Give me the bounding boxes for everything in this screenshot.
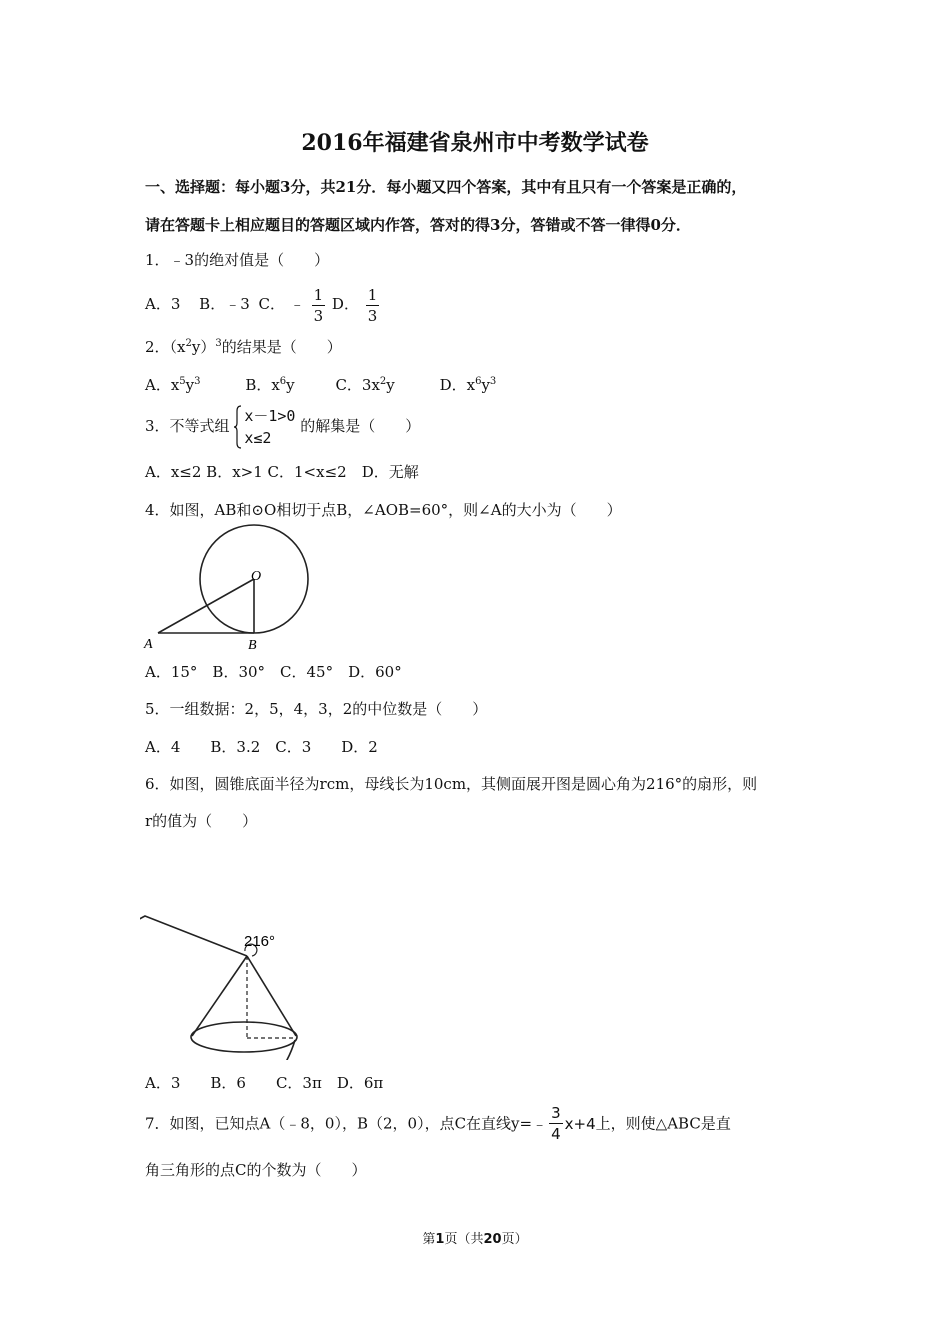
q4-label-a: A	[144, 637, 153, 652]
q1-option-a: A．3	[145, 295, 181, 313]
q2-a-mid: y	[185, 376, 195, 394]
q5-options: A．4 B．3.2 C．3 D．2	[145, 738, 378, 756]
q1-option-c-label: C．	[258, 295, 286, 313]
q6-stem-line2: r的值为（ ）	[145, 812, 258, 830]
q2-d-e2: 3	[489, 376, 497, 387]
q2-option-a	[145, 376, 201, 394]
q2-a-e1: 5	[179, 376, 186, 387]
q2-stem-exp1: 2	[185, 338, 192, 349]
q4-segment-ao	[158, 579, 254, 633]
q2-b-pre: B．x	[245, 376, 280, 394]
q6-stem-line1: 6．如图，圆锥底面半径为rcm，母线长为10cm，其侧面展开图是圆心角为216°的扇形，则	[145, 775, 758, 793]
q1-c-numerator: 1	[313, 285, 324, 304]
q1-option-c-fraction	[312, 285, 326, 326]
q2-a-pre: A．x	[145, 376, 180, 394]
q4-stem: 4．如图，AB和⊙O相切于点B，∠AOB=60°，则∠A的大小为（ ）	[145, 501, 622, 519]
page-footer	[0, 1228, 950, 1247]
q7-eq-numerator: 3	[551, 1104, 561, 1122]
q1-option-d-label: D．	[331, 295, 359, 313]
q3-inequality-1: x－1>0	[244, 407, 296, 425]
q2-stem-mid: y）	[191, 338, 216, 356]
q3-inequality-system	[234, 405, 295, 449]
left-brace-icon	[234, 405, 242, 449]
q2-stem-exp2: 3	[215, 338, 222, 349]
q1-d-denominator: 3	[367, 306, 378, 325]
q3-stem	[145, 403, 420, 449]
q4-options: A．15° B．30° C．45° D．60°	[145, 663, 402, 681]
section-instruction-line2: 请在答题卡上相应题目的答题区域内作答，答对的得3分，答错或不答一律得0分．	[145, 216, 691, 234]
footer-pre: 第	[422, 1232, 436, 1247]
q1-d-numerator: 1	[367, 285, 378, 304]
q2-options	[145, 374, 496, 395]
q3-inequality-2: x≤2	[244, 429, 272, 447]
q3-stem-post: 的解集是（ ）	[300, 417, 421, 435]
q7-stem-pre: 7．如图，已知点A（﹣8，0），B（2，0），点C在直线y=	[145, 1114, 533, 1133]
q4-label-b: B	[248, 638, 257, 653]
q4-label-o: O	[251, 569, 262, 584]
q2-d-mid: y	[481, 376, 490, 394]
footer-total-pages: 20	[483, 1232, 502, 1247]
footer-post: 页）	[501, 1232, 528, 1247]
q7-eq-denominator: 4	[551, 1125, 561, 1143]
q3-options: A．x≤2 B．x>1 C．1<x≤2 D．无解	[145, 463, 419, 481]
q2-option-c	[335, 376, 394, 394]
q2-b-e1: 6	[279, 376, 287, 387]
q2-option-d	[440, 376, 497, 394]
q2-d-e1: 6	[475, 376, 482, 387]
q1-c-denominator: 3	[313, 306, 324, 325]
q1-option-b: B．﹣3	[199, 295, 250, 313]
q1-option-c-sign: ﹣	[289, 295, 305, 313]
q2-option-b	[245, 376, 294, 394]
q2-c-pre: C．3x	[335, 376, 380, 394]
q6-options: A．3 B．6 C．3π D．6π	[145, 1074, 384, 1092]
q7-stem-line2: 角三角形的点C的个数为（ ）	[145, 1161, 367, 1179]
q2-b-post: y	[286, 376, 295, 394]
q1-stem: 1．﹣3的绝对值是（ ）	[145, 251, 330, 269]
footer-mid: 页（共	[444, 1232, 484, 1247]
q1-options	[145, 283, 381, 326]
q5-stem: 5．一组数据：2，5，4，3，2的中位数是（ ）	[145, 700, 488, 718]
q4-figure-circle-tangent	[140, 524, 310, 654]
q2-a-e2: 3	[194, 376, 201, 387]
q2-c-e1: 2	[379, 376, 387, 387]
page-title: 2016年福建省泉州市中考数学试卷	[301, 130, 649, 156]
q2-d-pre: D．x	[439, 376, 476, 394]
q7-line-equation	[532, 1103, 596, 1144]
q2-stem-pre: 2．（x	[145, 338, 186, 356]
q1-option-d-fraction	[366, 285, 380, 326]
q3-stem-pre: 3．不等式组	[145, 417, 230, 435]
q2-stem-post: 的结果是（ ）	[221, 338, 342, 356]
q6-figure-cone-sector	[140, 838, 355, 1060]
footer-page-number: 1	[435, 1232, 445, 1247]
q2-stem	[145, 336, 342, 357]
q6-angle-label: 216°	[244, 933, 276, 950]
q7-stem	[145, 1103, 731, 1144]
q7-eq-post: x+4	[564, 1114, 596, 1133]
section-instruction-line1: 一、选择题：每小题3分，共21分．每小题又四个答案，其中有且只有一个答案是正确的，	[145, 178, 747, 196]
q6-cone-base	[191, 1022, 297, 1052]
q7-eq-sign: ﹣	[532, 1114, 548, 1133]
q7-eq-fraction	[549, 1103, 563, 1144]
q7-stem-post: 上，则使△ABC是直	[595, 1114, 731, 1133]
q2-c-post: y	[386, 376, 395, 394]
